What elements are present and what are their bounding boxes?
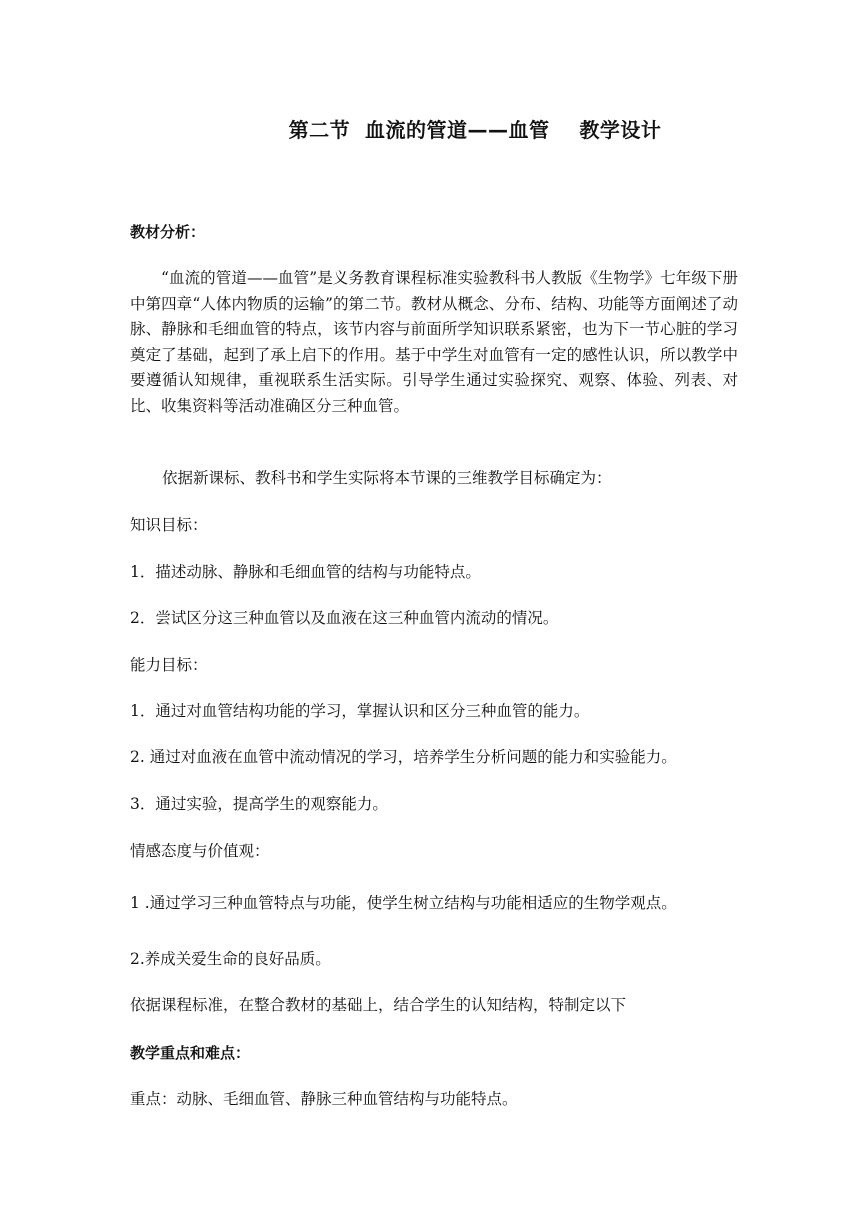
knowledge-goal-item-2: 2．尝试区分这三种血管以及血液在这三种血管内流动的情况。: [130, 609, 559, 627]
goals-intro-text: 依据新课标、教科书和学生实际将本节课的三维教学目标确定为：: [162, 469, 612, 487]
knowledge-goal-item-1: 1．描述动脉、静脉和毛细血管的结构与功能特点。: [130, 563, 481, 581]
emotion-goals-heading: 情感态度与价值观：: [130, 842, 270, 860]
ability-goal-item-2: 2. 通过对血液在血管中流动情况的学习，培养学生分析问题的能力和实验能力。: [130, 748, 677, 766]
key-points-focus: 重点：动脉、毛细血管、静脉三种血管结构与功能特点。: [130, 1090, 518, 1108]
basis-text: 依据课程标准，在整合教材的基础上，结合学生的认知结构，特制定以下: [130, 996, 627, 1014]
document-title: 第二节 血流的管道——血管 教学设计: [288, 118, 662, 142]
knowledge-goals-heading: 知识目标：: [130, 516, 208, 534]
material-analysis-paragraph: “血流的管道——血管”是义务教育课程标准实验教科书人教版《生物学》七年级下册中第四章“人体内物质的运输”的第二节。教材从概念、分布、结构、功能等方面阐述了动脉、静脉和毛细血管的特点，该节内容与前面所学知识联系紧密，也为下一节心脏的学习奠定了基础，起到了承上启下的作用。基于中学生对血管有一定的感性认识，所以教学中要遵循认知规律，重视联系生活实际。引导学生通过实验探究、观察、体验、列表、对比、收集资料等活动准确区分三种血管。: [130, 269, 738, 415]
material-analysis-heading: 教材分析：: [130, 223, 206, 241]
ability-goal-item-1: 1．通过对血管结构功能的学习，掌握认识和区分三种血管的能力。: [130, 702, 590, 720]
emotion-goal-item-1: 1 .通过学习三种血管特点与功能，使学生树立结构与功能相适应的生物学观点。: [130, 894, 677, 912]
key-points-heading: 教学重点和难点：: [130, 1044, 251, 1062]
ability-goal-item-3: 3．通过实验，提高学生的观察能力。: [130, 795, 388, 813]
emotion-goal-item-2: 2.养成关爱生命的良好品质。: [130, 950, 331, 968]
ability-goals-heading: 能力目标：: [130, 656, 208, 674]
